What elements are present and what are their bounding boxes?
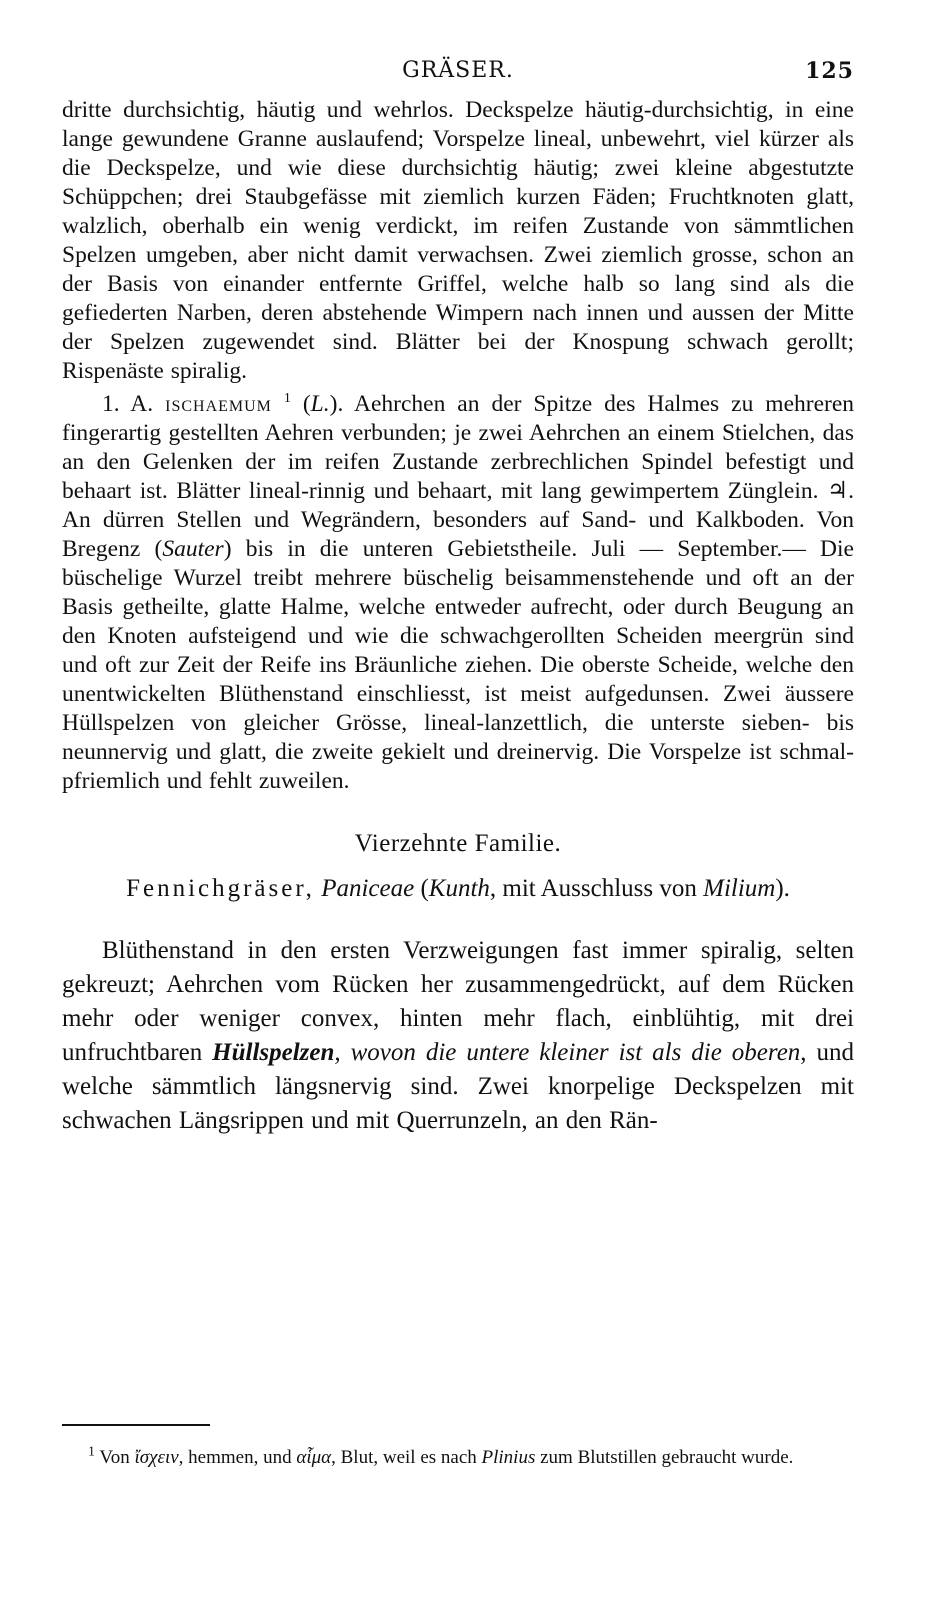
tribe-excluded-genus: Milium (703, 875, 776, 902)
tribe-description-paragraph (62, 934, 854, 1138)
tribe-authority: Kunth (428, 875, 490, 902)
footnote-divider (62, 1424, 210, 1426)
species-paragraph: 1. A. ischaemum $^1$ (L.). Aehrchen an der Spitze des Halmes zu mehreren fingerartig gestellten Aehren verbunden; je zwei Aehrchen an einem Stielchen, das an den Gelenken der im reifen Zustande zerbrechlichen Spindel befestigt und behaart ist. Blätter lineal-rinnig und behaart, mit lang gewimpertem Zünglein. ♃. An dürren Stellen und Wegrändern, besonders auf Sand- und Kalkboden. Von Bregenz (Sauter) bis in die unteren Gebietstheile. Juli — September.— Die büschelige Wurzel treibt mehrere büschelig beisammenstehende und oft an der Basis getheilte, glatte Halme, welche entweder aufrecht, oder durch Beugung an den Knoten aufsteigend und wie die schwachgerollten Scheiden meergrün sind und oft zur Zeit der Reife ins Bräunliche ziehen. Die oberste Scheide, welche den unentwickelten Blüthenstand einschliesst, ist meist aufgedunsen. Zwei äussere Hüllspelzen von gleicher Grösse, lineal-lanzettlich, die unterste sieben- bis neunnervig und glatt, die zweite gekielt und dreinervig. Die Vorspelze ist schmal-pfriemlich und fehlt zuweilen. (62, 391, 855, 794)
footnote-number: 1 (88, 1444, 95, 1460)
footnote-text3: , Blut, weil es nach (331, 1447, 477, 1468)
running-head (62, 46, 854, 96)
genus-description-paragraph (62, 96, 854, 386)
perennial-sign: ♃. (827, 478, 854, 504)
tribe-italic-text: , wovon die untere kleiner ist als die oberen (334, 1039, 801, 1066)
genus-description-text: dritte durchsichtig, häutig und wehrlos. Deckspelze häutig-durchsichtig, in eine lange gewundene Granne auslaufend; Vorspelze lineal, unbewehrt, viel kürzer als die Deckspelze, und wie diese durchsichtig häutig; zwei kleine abgestutzte Schüppchen; drei Staubgefässe mit ziemlich kurzen Fäden; Fruchtknoten glatt, walzlich, oberhalb ein wenig verdickt, im reifen Zustande von sämmtlichen Spelzen umgeben, aber nicht damit verwachsen. Zwei ziemlich grosse, schon an der Basis von einander entfernte Griffel, welche halb so lang sind als die gefiederten Narben, deren abstehende Wimpern nach innen und aussen der Mitte der Spelzen zugewendet sind. Blätter bei der Knospung schwach gerollt; Rispenäste spiralig. (62, 97, 854, 384)
tribe-bold-term: Hüllspelzen (212, 1039, 335, 1066)
species-name: ischaemum (165, 391, 272, 417)
species-text-part3: ) bis in die unteren Gebietstheile. Juli — September.— Die büschelige Wurzel treibt mehrere büschelig beisammenstehende und oft an der Basis getheilte, glatte Halme, welche entweder aufrecht, oder durch Beugung an den Knoten aufsteigend und wie die schwachgerollten Scheiden meergrün sind und oft zur Zeit der Reife ins Bräunliche ziehen. Die oberste Scheide, welche den unentwickelten Blüthenstand einschliesst, ist meist aufgedunsen. Zwei äussere Hüllspelzen von gleicher Grösse, lineal-lanzettlich, die unterste sieben- bis neunnervig und glatt, die zweite gekielt und dreinervig. Die Vorspelze ist schmal-pfriemlich und fehlt zuweilen. (62, 536, 854, 794)
species-number: 1. A. (102, 391, 154, 417)
tribe-latin-name: Paniceae (321, 875, 415, 902)
tribe-text-part1: Blüthenstand in den ersten Verzweigungen fast immer spiralig, selten gekreuzt; Aehrchen vom Rücken her zusammengedrückt, auf dem Rücken mehr oder weniger convex, hinten mehr flach, einblühtig, mit drei unfruchtbaren (62, 937, 854, 1066)
footnote-author: Plinius (481, 1447, 536, 1468)
tribe-name: Fennichgräser, (126, 875, 315, 902)
running-title: GRÄSER. (402, 58, 514, 83)
tribe-heading-middle: , mit Ausschluss von (489, 875, 697, 902)
footnote-greek1: ἴσχειν (134, 1447, 179, 1468)
footnote-mark: 1 (283, 391, 291, 407)
footnote-greek2: αἷμα (296, 1447, 332, 1468)
collector-name: Sauter (162, 536, 224, 562)
footnote (62, 1444, 854, 1471)
footnote-text1: Von (99, 1447, 130, 1468)
tribe-close-paren: ). (775, 875, 790, 902)
book-page (62, 46, 854, 1576)
tribe-text-part2: , und welche sämmtlich längsnervig sind. Zwei knorpelige Deckspelzen mit schwachen Längsrippen und mit Querrunzeln, an den Rän- (62, 1039, 854, 1134)
page-number: 125 (805, 58, 854, 84)
tribe-open-paren: ( (420, 875, 429, 902)
species-authority: L. (310, 391, 330, 417)
family-heading: Vierzehnte Familie. (354, 830, 562, 857)
species-text-part2: An dürren Stellen und Wegrändern, besonders auf Sand- und Kalkboden. Von Bregenz ( (62, 507, 854, 562)
footnote-text4: zum Blutstillen gebraucht wurde. (540, 1447, 794, 1468)
species-text-part1: Aehrchen an der Spitze des Halmes zu mehreren fingerartig gestellten Aehren verbunden; je zwei Aehrchen an einem Stielchen, das an den Gelenken der im reifen Zustande zerbrechlichen Spindel befestigt und behaart ist. Blätter lineal-rinnig und behaart, mit lang gewimpertem Zünglein. (62, 391, 855, 504)
tribe-heading (62, 870, 854, 908)
footnote-text2: , hemmen, und (178, 1447, 292, 1468)
